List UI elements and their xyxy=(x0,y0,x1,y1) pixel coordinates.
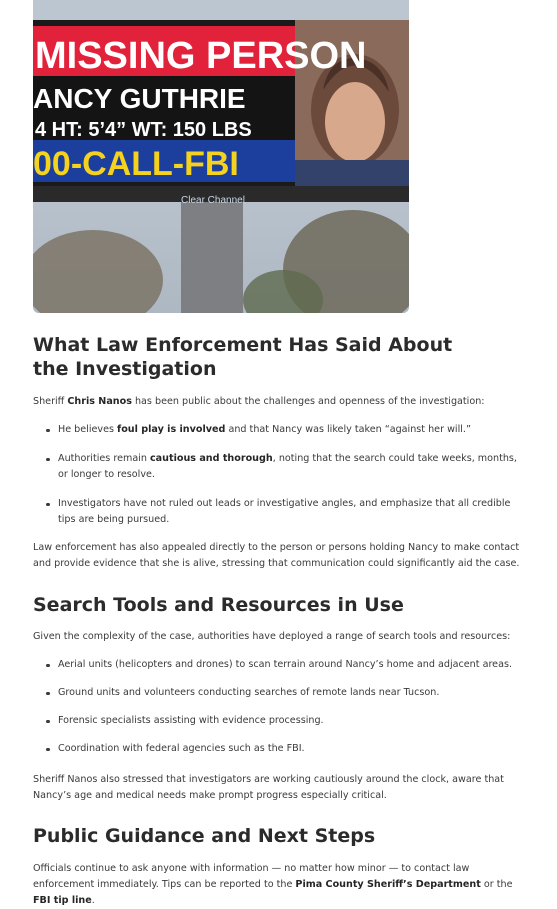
list-item: Coordination with federal agencies such as the FBI. xyxy=(33,741,528,757)
section1-list xyxy=(33,422,528,528)
section-heading-public-guidance: Public Guidance and Next Steps xyxy=(33,825,376,847)
fbi-tip-line-link: FBI tip line xyxy=(33,895,92,906)
billboard-headline: MISSING PERSON xyxy=(35,35,367,77)
billboard-pole xyxy=(181,196,243,313)
list-item: Forensic specialists assisting with evidence processing. xyxy=(33,713,528,729)
list-item: Ground units and volunteers conducting searches of remote lands near Tucson. xyxy=(33,685,528,701)
list-item: He believes foul play is involved and that Nancy was likely taken “against her will.” xyxy=(33,422,528,438)
section2-intro: Given the complexity of the case, authorities have deployed a range of search tools and resources: xyxy=(33,631,511,642)
section-heading-search-tools: Search Tools and Resources in Use xyxy=(33,594,404,616)
billboard-owner-logo: Clear Channel xyxy=(181,195,245,206)
section2-closing: Sheriff Nanos also stressed that investigators are working cautiously around the clock, aware that Nancy’s age and medical needs make prompt progress especially critical. xyxy=(33,774,504,801)
list-item: Authorities remain cautious and thorough, noting that the search could take weeks, months, or longer to resolve. xyxy=(33,451,528,483)
list-item: Investigators have not ruled out leads or investigative angles, and emphasize that all credible tips are being pursued. xyxy=(33,496,528,528)
billboard-photo xyxy=(33,0,409,313)
billboard-stats: 4 HT: 5’4” WT: 150 LBS xyxy=(35,119,252,141)
section-heading-law-enforcement: What Law Enforcement Has Said About the Investigation xyxy=(33,334,453,380)
section3-text: Officials continue to ask anyone with information — no matter how minor — to contact law enforcement immediately. Tips can be reported to the Pima County Sheriff’s Department or the FBI tip line. xyxy=(33,863,513,906)
hero-image xyxy=(33,0,409,313)
section2-list xyxy=(33,657,528,757)
billboard-phone: 00-CALL-FBI xyxy=(33,145,239,183)
section1-intro: Sheriff Chris Nanos has been public about the challenges and openness of the investigation: xyxy=(33,396,485,407)
billboard-name: ANCY GUTHRIE xyxy=(33,83,246,114)
pima-county-sheriff-link: Pima County Sheriff’s Department xyxy=(295,879,481,890)
list-item: Aerial units (helicopters and drones) to scan terrain around Nancy’s home and adjacent areas. xyxy=(33,657,528,673)
section1-closing: Law enforcement has also appealed directly to the person or persons holding Nancy to make contact and provide evidence that she is alive, stressing that communication could significantly aid the case. xyxy=(33,542,520,569)
